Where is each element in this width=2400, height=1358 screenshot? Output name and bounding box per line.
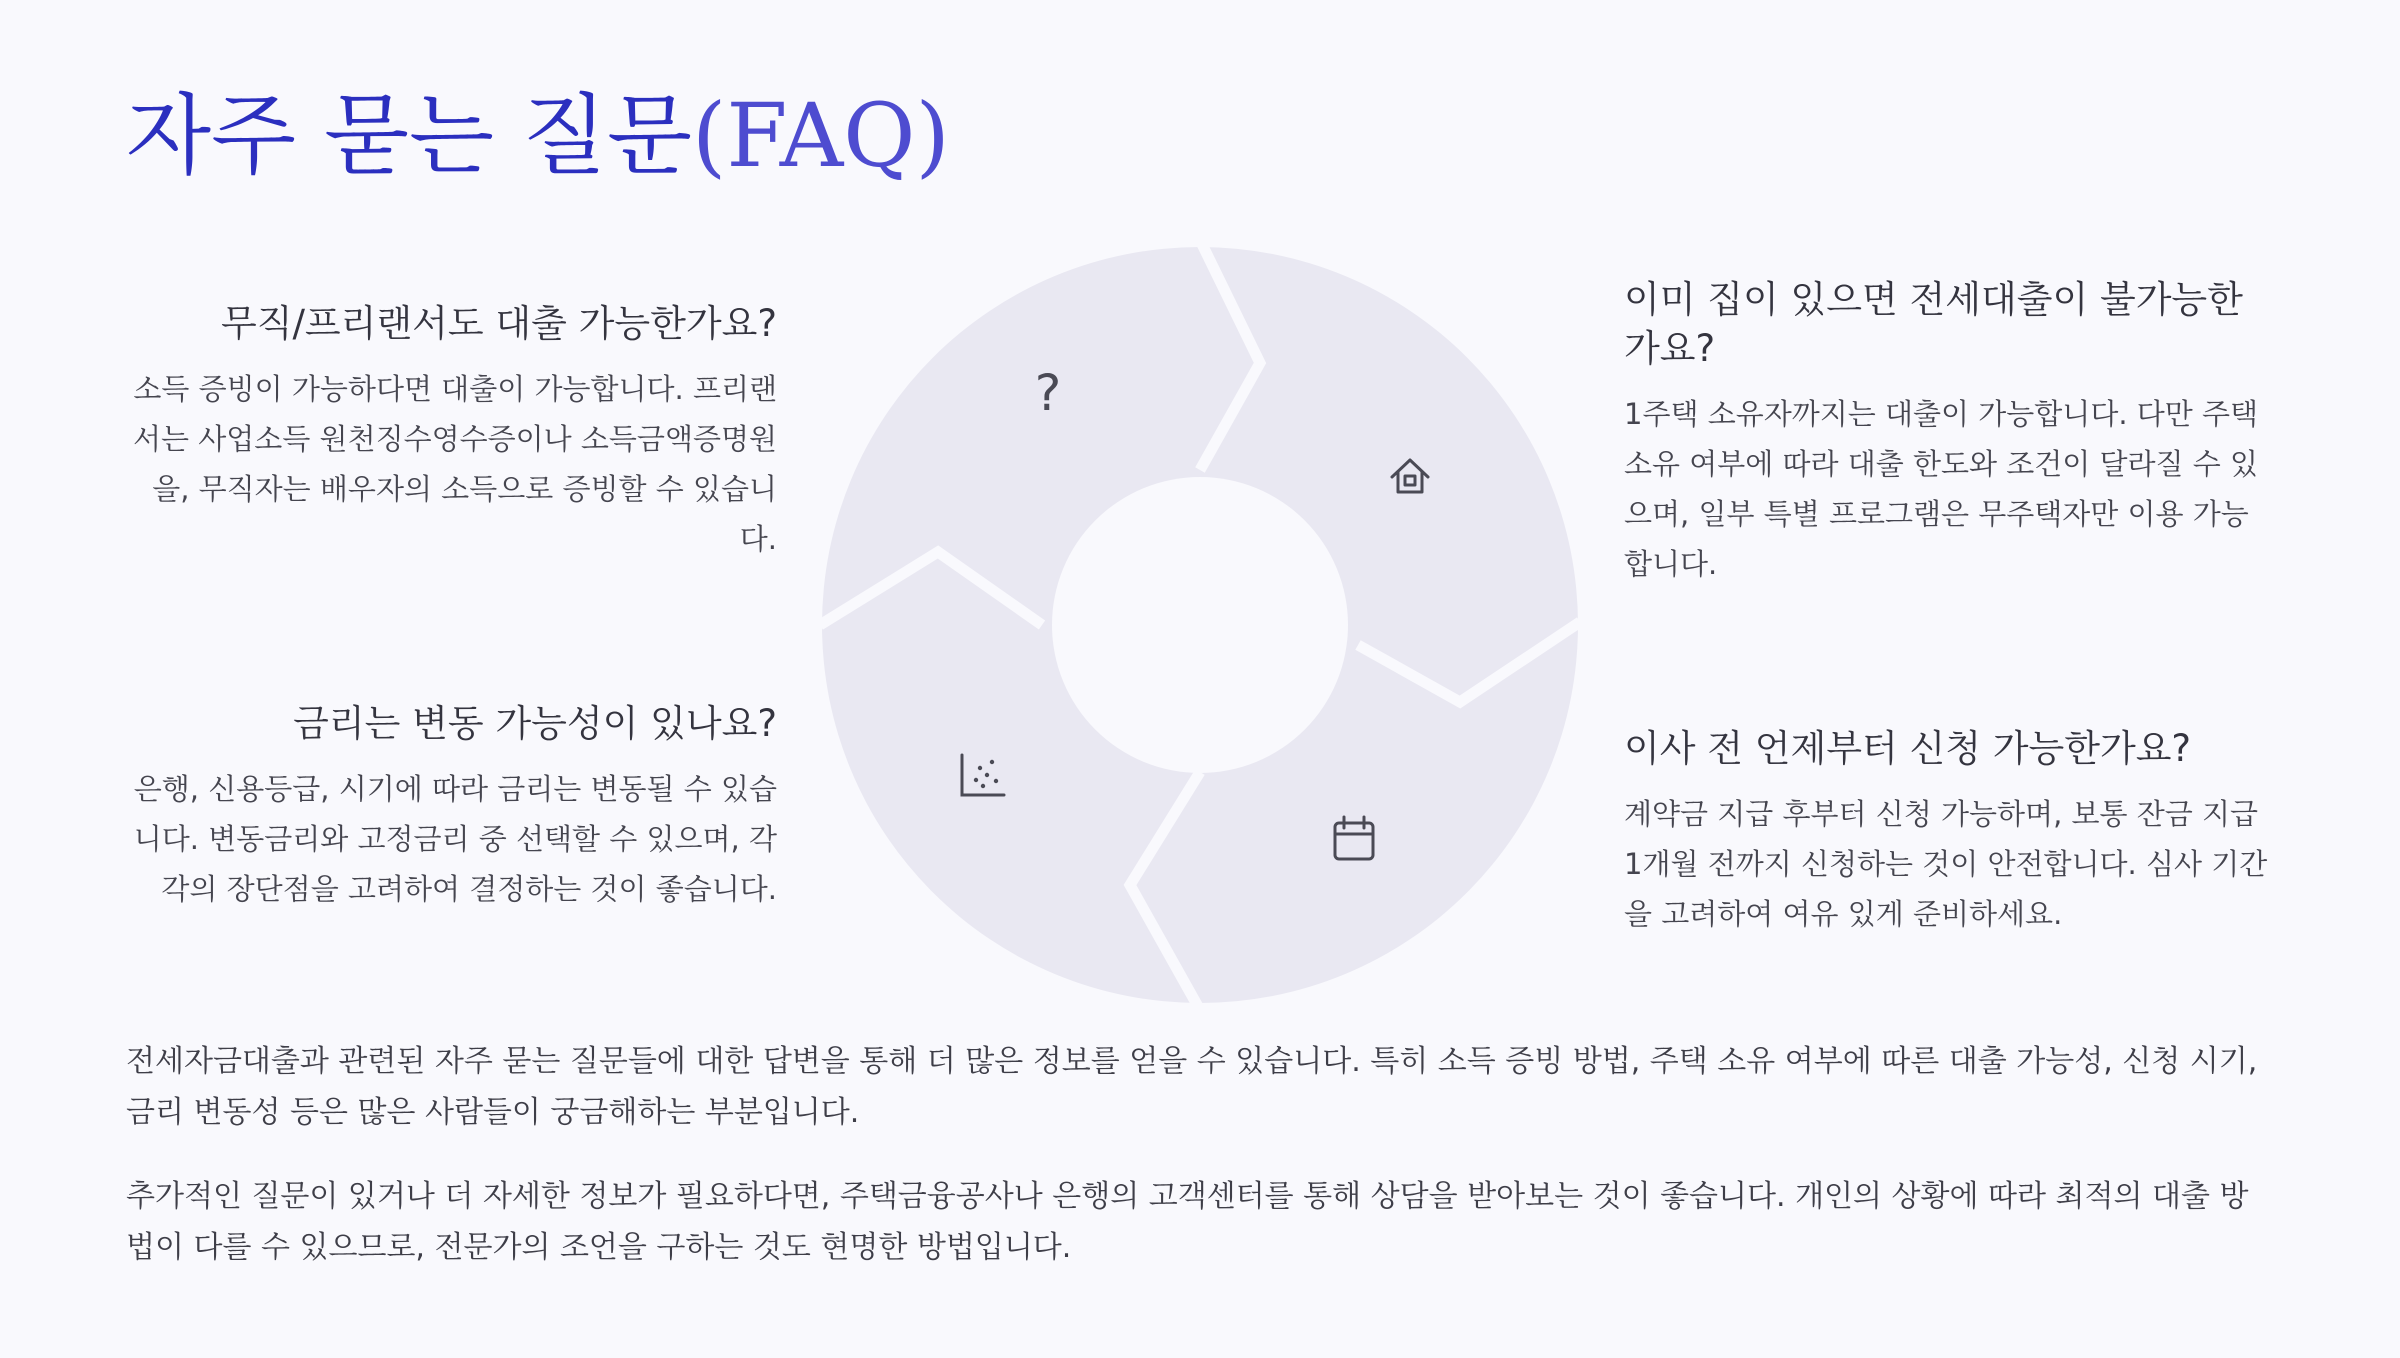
faq-question: 이사 전 언제부터 신청 가능한가요? <box>1624 727 2192 770</box>
faq-answer: 소득 증빙이 가능하다면 대출이 가능합니다. 프리랜서는 사업소득 원천징수영수증이나 소득금액증명원을, 무직자는 배우자의 소득으로 증빙할 수 있습니다. <box>133 372 777 556</box>
faq-item-freelancer <box>120 299 777 564</box>
faq-question: 금리는 변동 가능성이 있나요? <box>293 702 777 745</box>
faq-item-application-timing <box>1624 724 2274 939</box>
title-faq-label: (FAQ) <box>692 84 950 187</box>
summary-paragraph: 전세자금대출과 관련된 자주 묻는 질문들에 대한 답변을 통해 더 많은 정보를 얻을 수 있습니다. 특히 소득 증빙 방법, 주택 소유 여부에 따른 대출 가능성, 신청 시기, 금리 변동성 등은 많은 사람들이 궁금해하는 부분입니다. <box>126 1044 2258 1130</box>
faq-answer: 계약금 지급 후부터 신청 가능하며, 보통 잔금 지급 1개월 전까지 신청하는 것이 안전합니다. 심사 기간을 고려하여 여유 있게 준비하세요. <box>1624 797 2268 931</box>
faq-question: 이미 집이 있으면 전세대출이 불가능한가요? <box>1624 278 2243 370</box>
faq-question: 무직/프리랜서도 대출 가능한가요? <box>220 302 777 345</box>
advice-paragraph: 추가적인 질문이 있거나 더 자세한 정보가 필요하다면, 주택금융공사나 은행의 고객센터를 통해 상담을 받아보는 것이 좋습니다. 개인의 상황에 따라 최적의 대출 방법이 다를 수 있으므로, 전문가의 조언을 구하는 것도 현명한 방법입니다. <box>126 1179 2249 1265</box>
faq-cycle-diagram <box>820 240 1580 1010</box>
faq-item-home-owner <box>1624 275 2274 589</box>
faq-answer: 1주택 소유자까지는 대출이 가능합니다. 다만 주택 소유 여부에 따라 대출 한도와 조건이 달라질 수 있으며, 일부 특별 프로그램은 무주택자만 이용 가능합니다. <box>1624 397 2259 581</box>
question-mark-icon: ? <box>1034 364 1062 422</box>
faq-item-interest-rate <box>120 699 777 914</box>
cycle-ring <box>822 247 1578 1003</box>
faq-answer: 은행, 신용등급, 시기에 따라 금리는 변동될 수 있습니다. 변동금리와 고정금리 중 선택할 수 있으며, 각각의 장단점을 고려하여 결정하는 것이 좋습니다. <box>133 772 777 906</box>
page-title <box>126 76 950 196</box>
title-korean: 자주 묻는 질문 <box>126 84 692 187</box>
